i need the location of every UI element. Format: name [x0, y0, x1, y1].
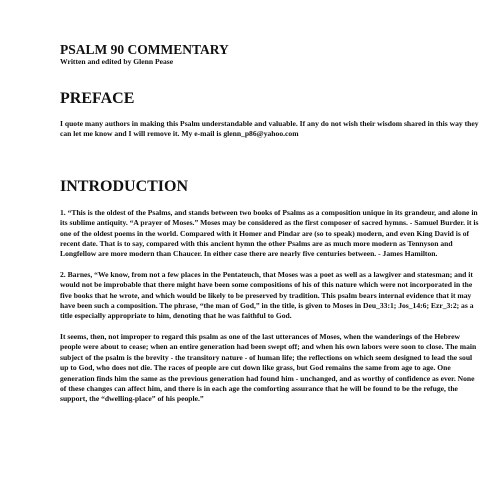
- introduction-heading: INTRODUCTION: [60, 177, 189, 195]
- preface-heading: PREFACE: [60, 90, 135, 107]
- document-subtitle: Written and edited by Glenn Pease: [60, 57, 174, 66]
- document-title: PSALM 90 COMMENTARY: [60, 42, 229, 57]
- preface-paragraph: I quote many authors in making this Psalm understandable and valuable. If any do not wish their wisdom shared in this way they can let me know and I will remove it. My e-mail is glenn_p86@yahoo.com: [60, 119, 479, 139]
- introduction-paragraph-1: 1. “This is the oldest of the Psalms, and stands between two books of Psalms as a composition unique in its grandeur, and alone in its sublime antiquity. “A prayer of Moses.” Moses may be considered as the first composer of sacred hymns. - Samuel Burder. it is one of the oldest poems in the world. Compared with it Homer and Pindar are (so to speak) modern, and even King David is of recent date. That is to say, compared with this ancient hymn the other Psalms are as much more modern as Tennyson and Longfellow are more modern than Chaucer. In either case there are nearly five centuries between. - James Hamilton.: [60, 207, 479, 259]
- introduction-paragraph-2: 2. Barnes, “We know, from not a few places in the Pentateuch, that Moses was a poet as well as a lawgiver and statesman; and it would not be improbable that there might have been some compositions of his of this nature which were not incorporated in the five books that he wrote, and which would be likely to be preserved by tradition. This psalm bears internal evidence that it may have been such a composition. The phrase, “the man of God,” in the title, is given to Moses in Deu_33:1; Jos_14:6; Ezr_3:2; as a title especially appropriate to him, denoting that he was faithful to God.: [60, 269, 474, 321]
- document-page: [60, 42, 480, 405]
- introduction-paragraph-3: It seems, then, not improper to regard this psalm as one of the last utterances of Moses, when the wanderings of the Hebrew people were about to cease; when an entire generation had been swept off; and when his own labors were soon to close. The main subject of the psalm is the brevity - the transitory nature - of human life; the reflections on which seem designed to lead the soul up to God, who does not die. The races of people are cut down like grass, but God remains the same from age to age. One generation finds him the same as the previous generation had found him - unchanged, and as worthy of confidence as ever. None of these changes can affect him, and there is in each age the comforting assurance that he will be found to be the refuge, the support, the “dwelling-place” of his people.”: [60, 331, 477, 404]
